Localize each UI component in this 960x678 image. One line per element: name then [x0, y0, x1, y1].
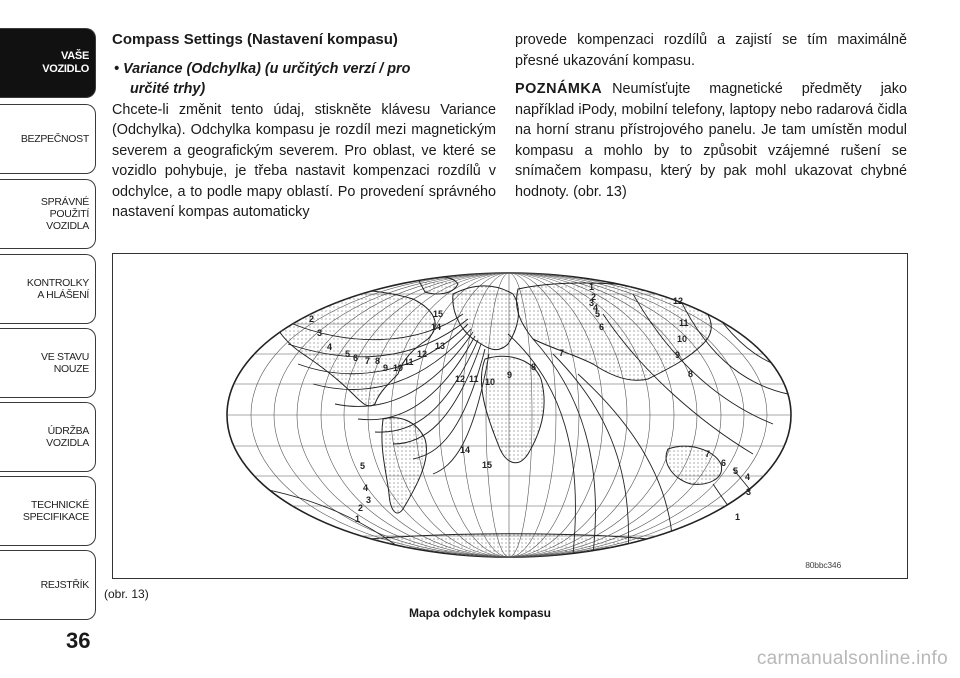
right-column	[515, 30, 907, 202]
zone-label: 15	[482, 460, 493, 470]
zone-label: 12	[455, 374, 466, 384]
watermark: carmanualsonline.info	[756, 648, 948, 669]
tab-udrzba[interactable]	[0, 402, 96, 472]
zone-label: 5	[733, 466, 739, 476]
zone-label: 3	[366, 495, 372, 505]
bullet-line: určité trhy)	[130, 81, 206, 97]
figure-ref: (obr. 13)	[104, 587, 149, 601]
zone-label: 7	[705, 449, 711, 459]
world-map-illustration	[113, 254, 906, 577]
zone-label: 6	[353, 353, 359, 363]
tab-label: TECHNICKÉ SPECIFIKACE	[22, 498, 89, 523]
zone-label: 3	[746, 487, 752, 497]
zone-label: 1	[735, 512, 741, 522]
zone-label: 14	[431, 322, 442, 332]
tab-label: VE STAVU NOUZE	[41, 350, 89, 375]
zone-label: 3	[317, 328, 323, 338]
zone-label: 7	[365, 356, 371, 366]
variance-map-figure	[112, 253, 908, 579]
note-label: POZNÁMKA	[515, 81, 603, 97]
page-number: 36	[66, 628, 91, 653]
zone-label: 12	[673, 296, 684, 306]
zone-label: 1	[355, 514, 361, 524]
zone-label: 10	[393, 363, 404, 373]
figure-code: 80bbc346	[805, 560, 841, 570]
tab-label: BEZPEČNOST	[20, 132, 89, 145]
zone-label: 4	[745, 472, 751, 482]
tab-vase-vozidlo[interactable]	[0, 28, 96, 98]
tab-technicke[interactable]	[0, 476, 96, 546]
zone-label: 11	[469, 374, 479, 384]
tab-spravne-pouziti[interactable]	[0, 179, 96, 249]
zone-label: 11	[679, 318, 689, 328]
paragraph-left: Chcete-li změnit tento údaj, stiskněte klávesu Variance (Odchylka). Odchylka kompasu je rozdíl mezi magnetickým severem a geografickým severem. Pro oblast, ve které se vozidlo pohybuje, je třeba nastavit kompenzaci rozdílů v odchylce, a to podle mapy oblastí. Po provedení správného nastavení kompas automaticky	[112, 101, 496, 220]
tab-label: SPRÁVNÉ POUŽITÍ VOZIDLA	[40, 195, 89, 233]
zone-label: 5	[360, 461, 366, 471]
paragraph-right: provede kompenzaci rozdílů a zajistí se tím maximálně přesné ukazování kompasu.	[515, 32, 907, 69]
tab-label: ÚDRŽBA VOZIDLA	[46, 424, 89, 449]
bullet-variance: • Variance (Odchylka) (u určitých verzí / pro určité trhy)	[112, 59, 496, 100]
zone-label: 4	[327, 342, 333, 352]
figure-caption: Mapa odchylek kompasu	[408, 606, 552, 620]
zone-label: 6	[599, 322, 605, 332]
zone-label: 9	[383, 363, 389, 373]
tab-kontrolky[interactable]	[0, 254, 96, 324]
zone-label: 10	[485, 377, 496, 387]
zone-label: 8	[375, 356, 381, 366]
zone-label: 1	[589, 282, 595, 292]
tab-bezpecnost[interactable]	[0, 104, 96, 174]
tab-label: VAŠE VOZIDLO	[42, 50, 89, 75]
zone-label: 4	[593, 303, 599, 313]
zone-label: 14	[460, 445, 471, 455]
zone-label: 9	[507, 370, 513, 380]
zone-label: 2	[358, 503, 364, 513]
note	[515, 79, 907, 202]
tab-label: REJSTŘÍK	[40, 578, 89, 591]
bullet-line: Variance (Odchylka) (u určitých verzí / pro	[123, 60, 411, 77]
zone-label: 8	[531, 362, 537, 372]
note-text: Neumísťujte magnetické předměty jako například iPody, mobilní telefony, laptopy nebo radarová čidla na horní stranu přístrojového panelu. Je tam umístěn modul kompasu a mohlo by to způsobit vzájemné rušení se snímačem kompasu, který by pak mohl ukazovat chybné hodnoty. (obr. 13)	[515, 81, 907, 200]
zone-label: 3	[589, 298, 595, 308]
zone-label: 11	[404, 357, 414, 367]
tab-ve-stavu-nouze[interactable]	[0, 328, 96, 398]
left-column	[112, 30, 496, 223]
zone-label: 12	[417, 349, 428, 359]
zone-label: 8	[688, 369, 694, 379]
zone-label: 4	[363, 483, 369, 493]
zone-label: 5	[595, 309, 601, 319]
zone-label: 6	[721, 458, 727, 468]
tab-label: KONTROLKY A HLÁŠENÍ	[26, 276, 89, 301]
zone-label: 13	[435, 341, 446, 351]
section-heading: Compass Settings (Nastavení kompasu)	[112, 31, 398, 48]
zone-label: 2	[591, 292, 597, 302]
zone-label: 5	[345, 349, 351, 359]
zone-label: 10	[677, 334, 688, 344]
zone-label: 7	[559, 348, 565, 358]
zone-label: 9	[675, 350, 681, 360]
zone-label: 15	[433, 309, 444, 319]
zone-label: 2	[309, 314, 315, 324]
